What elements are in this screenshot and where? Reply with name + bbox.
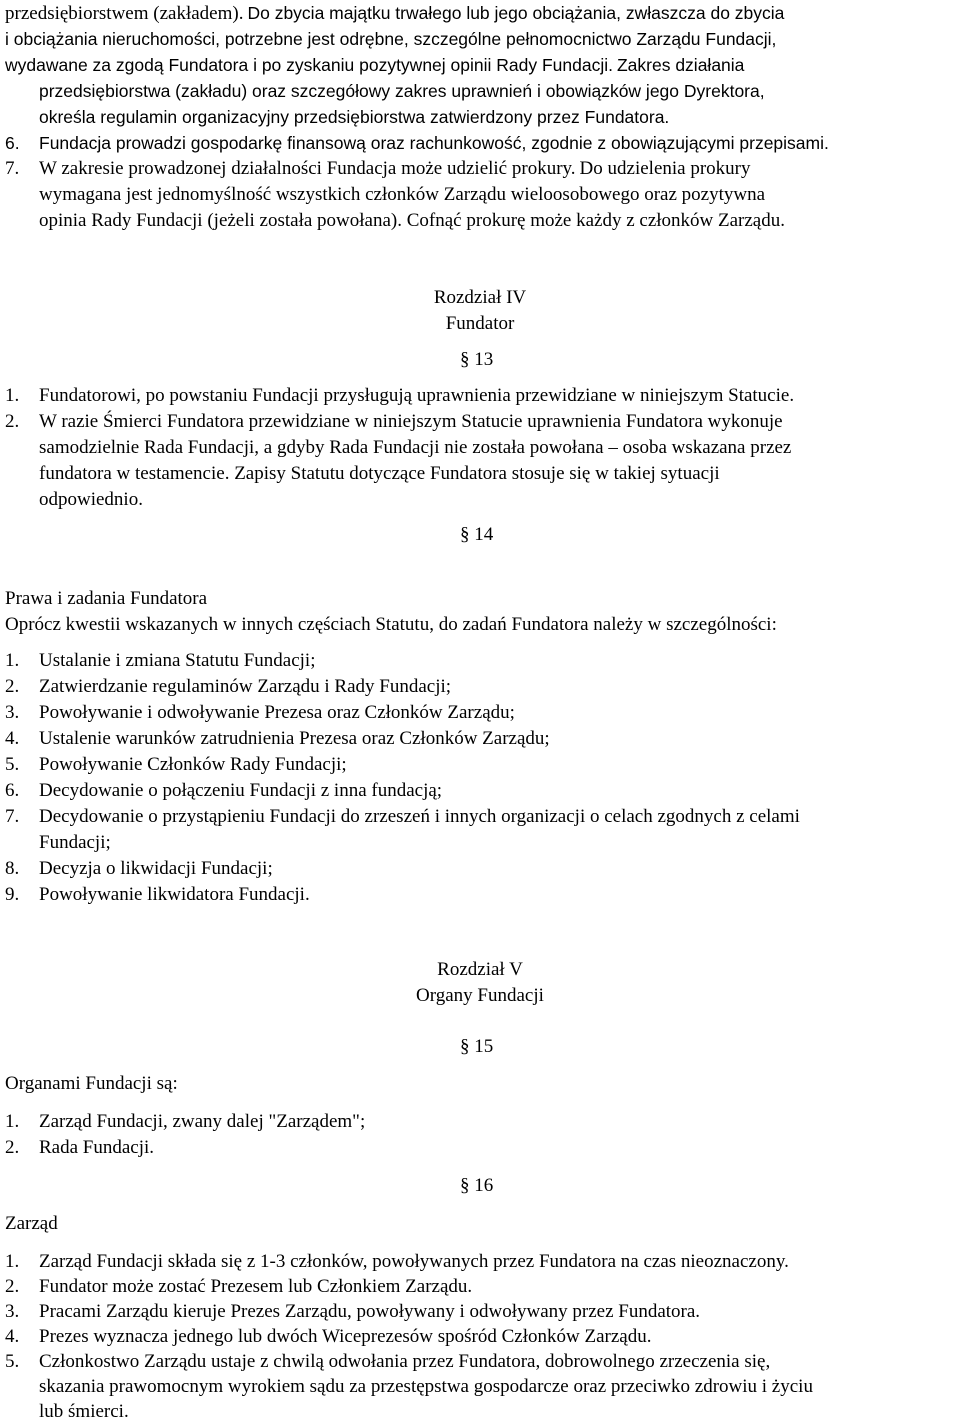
item-number: 7. <box>5 158 20 179</box>
chapter-title: Rozdział V <box>437 959 523 980</box>
item-text: odpowiednio. <box>39 489 143 510</box>
section-number: § 14 <box>460 524 494 545</box>
list-item: Decyzja o likwidacji Fundacji; <box>39 858 273 879</box>
list-number: 1. <box>5 650 20 671</box>
list-item: Członkostwo Zarządu ustaje z chwilą odwołania przez Fundatora, dobrowolnego zrzeczenia się, <box>39 1351 771 1372</box>
item-text: W razie Śmierci Fundatora przewidziane w niniejszym Statucie uprawnienia Fundatora wykonuje <box>39 411 783 432</box>
list-number: 8. <box>5 858 20 879</box>
list-item: Ustalanie i zmiana Statutu Fundacji; <box>39 650 316 671</box>
list-item: Decydowanie o połączeniu Fundacji z inna fundacją; <box>39 780 443 801</box>
chapter-subtitle: Fundator <box>445 313 515 334</box>
chapter-title: Rozdział IV <box>433 287 527 308</box>
intro-line-2: i obciążania nieruchomości, potrzebne jest odrębne, szczególne pełnomocnictwo Zarządu Fundacji, <box>5 29 777 49</box>
list-number: 5. <box>5 1351 20 1372</box>
item-text: fundatora w testamencie. Zapisy Statutu dotyczące Fundatora stosuje się w takiej sytuacji <box>39 463 720 484</box>
item-text: W zakresie prowadzonej działalności Fundacja może udzielić prokury. Do udzielenia prokury <box>39 158 751 179</box>
list-item: Zarząd Fundacji składa się z 1-3 członków, powoływanych przez Fundatora na czas nieoznaczony. <box>39 1251 789 1272</box>
section-heading: Prawa i zadania Fundatora <box>5 588 208 609</box>
intro-line-4: przedsiębiorstwa (zakładu) oraz szczegółowy zakres uprawnień i obowiązków jego Dyrektora, <box>39 81 765 101</box>
list-number: 6. <box>5 780 20 801</box>
list-item: skazania prawomocnym wyrokiem sądu za przestępstwa gospodarcze oraz przeciwko zdrowiu i życiu <box>39 1376 813 1397</box>
list-item: Pracami Zarządu kieruje Prezes Zarządu, powoływany i odwoływany przez Fundatora. <box>39 1301 701 1322</box>
list-item: Rada Fundacji. <box>39 1137 155 1158</box>
list-number: 2. <box>5 1276 20 1297</box>
item-number: 1. <box>5 385 20 406</box>
list-number: 4. <box>5 728 20 749</box>
chapter-subtitle: Organy Fundacji <box>416 985 544 1006</box>
list-number: 4. <box>5 1326 20 1347</box>
list-item: Prezes wyznacza jednego lub dwóch Wiceprezesów spośród Członków Zarządu. <box>39 1326 652 1347</box>
item-text: wymagana jest jednomyślność wszystkich członków Zarządu wieloosobowego oraz pozytywna <box>39 184 766 205</box>
list-item: Zarząd Fundacji, zwany dalej "Zarządem"; <box>39 1111 366 1132</box>
section-number: § 15 <box>460 1036 494 1057</box>
list-number: 1. <box>5 1111 20 1132</box>
list-item: Fundacji; <box>39 832 111 853</box>
item-text: Fundatorowi, po powstaniu Fundacji przysługują uprawnienia przewidziane w niniejszym Statucie. <box>39 385 795 406</box>
list-item: Decydowanie o przystąpieniu Fundacji do zrzeszeń i innych organizacji o celach zgodnych z celami <box>39 806 800 827</box>
list-item: Ustalenie warunków zatrudnienia Prezesa oraz Członków Zarządu; <box>39 728 550 749</box>
list-number: 2. <box>5 676 20 697</box>
item-text: samodzielnie Rada Fundacji, a gdyby Rada Fundacji nie została powołana – osoba wskazana przez <box>39 437 792 458</box>
intro-line-1: przedsiębiorstwem (zakładem). Do zbycia majątku trwałego lub jego obciążania, zwłaszcza do zbycia <box>5 3 785 24</box>
list-item: Fundator może zostać Prezesem lub Członkiem Zarządu. <box>39 1276 473 1297</box>
list-number: 7. <box>5 806 20 827</box>
item-number: 6. <box>5 133 20 153</box>
list-number: 3. <box>5 1301 20 1322</box>
list-item: Zatwierdzanie regulaminów Zarządu i Rady Fundacji; <box>39 676 452 697</box>
list-item: Powoływanie i odwoływanie Prezesa oraz Członków Zarządu; <box>39 702 515 723</box>
list-number: 1. <box>5 1251 20 1272</box>
list-item: Powoływanie likwidatora Fundacji. <box>39 884 310 905</box>
list-item: lub śmierci. <box>39 1401 129 1422</box>
list-number: 3. <box>5 702 20 723</box>
intro-line-5: określa regulamin organizacyjny przedsiębiorstwa zatwierdzony przez Fundatora. <box>39 107 670 127</box>
list-number: 9. <box>5 884 20 905</box>
section-intro: Oprócz kwestii wskazanych w innych częściach Statutu, do zadań Fundatora należy w szczególności: <box>5 614 777 635</box>
section-number: § 16 <box>460 1175 494 1196</box>
item-text: Fundacja prowadzi gospodarkę finansową oraz rachunkowość, zgodnie z obowiązującymi przepisami. <box>39 133 829 153</box>
section-number: § 13 <box>460 349 494 370</box>
intro-line-3: wydawane za zgodą Fundatora i po zyskaniu pozytywnej opinii Rady Fundacji. Zakres działania <box>5 55 745 75</box>
list-item: Powoływanie Członków Rady Fundacji; <box>39 754 347 775</box>
section-heading: Zarząd <box>5 1213 58 1234</box>
item-number: 2. <box>5 411 20 432</box>
item-text: opinia Rady Fundacji (jeżeli została powołana). Cofnąć prokurę może każdy z członków Zarządu. <box>39 210 785 231</box>
section-heading: Organami Fundacji są: <box>5 1073 178 1094</box>
list-number: 2. <box>5 1137 20 1158</box>
list-number: 5. <box>5 754 20 775</box>
